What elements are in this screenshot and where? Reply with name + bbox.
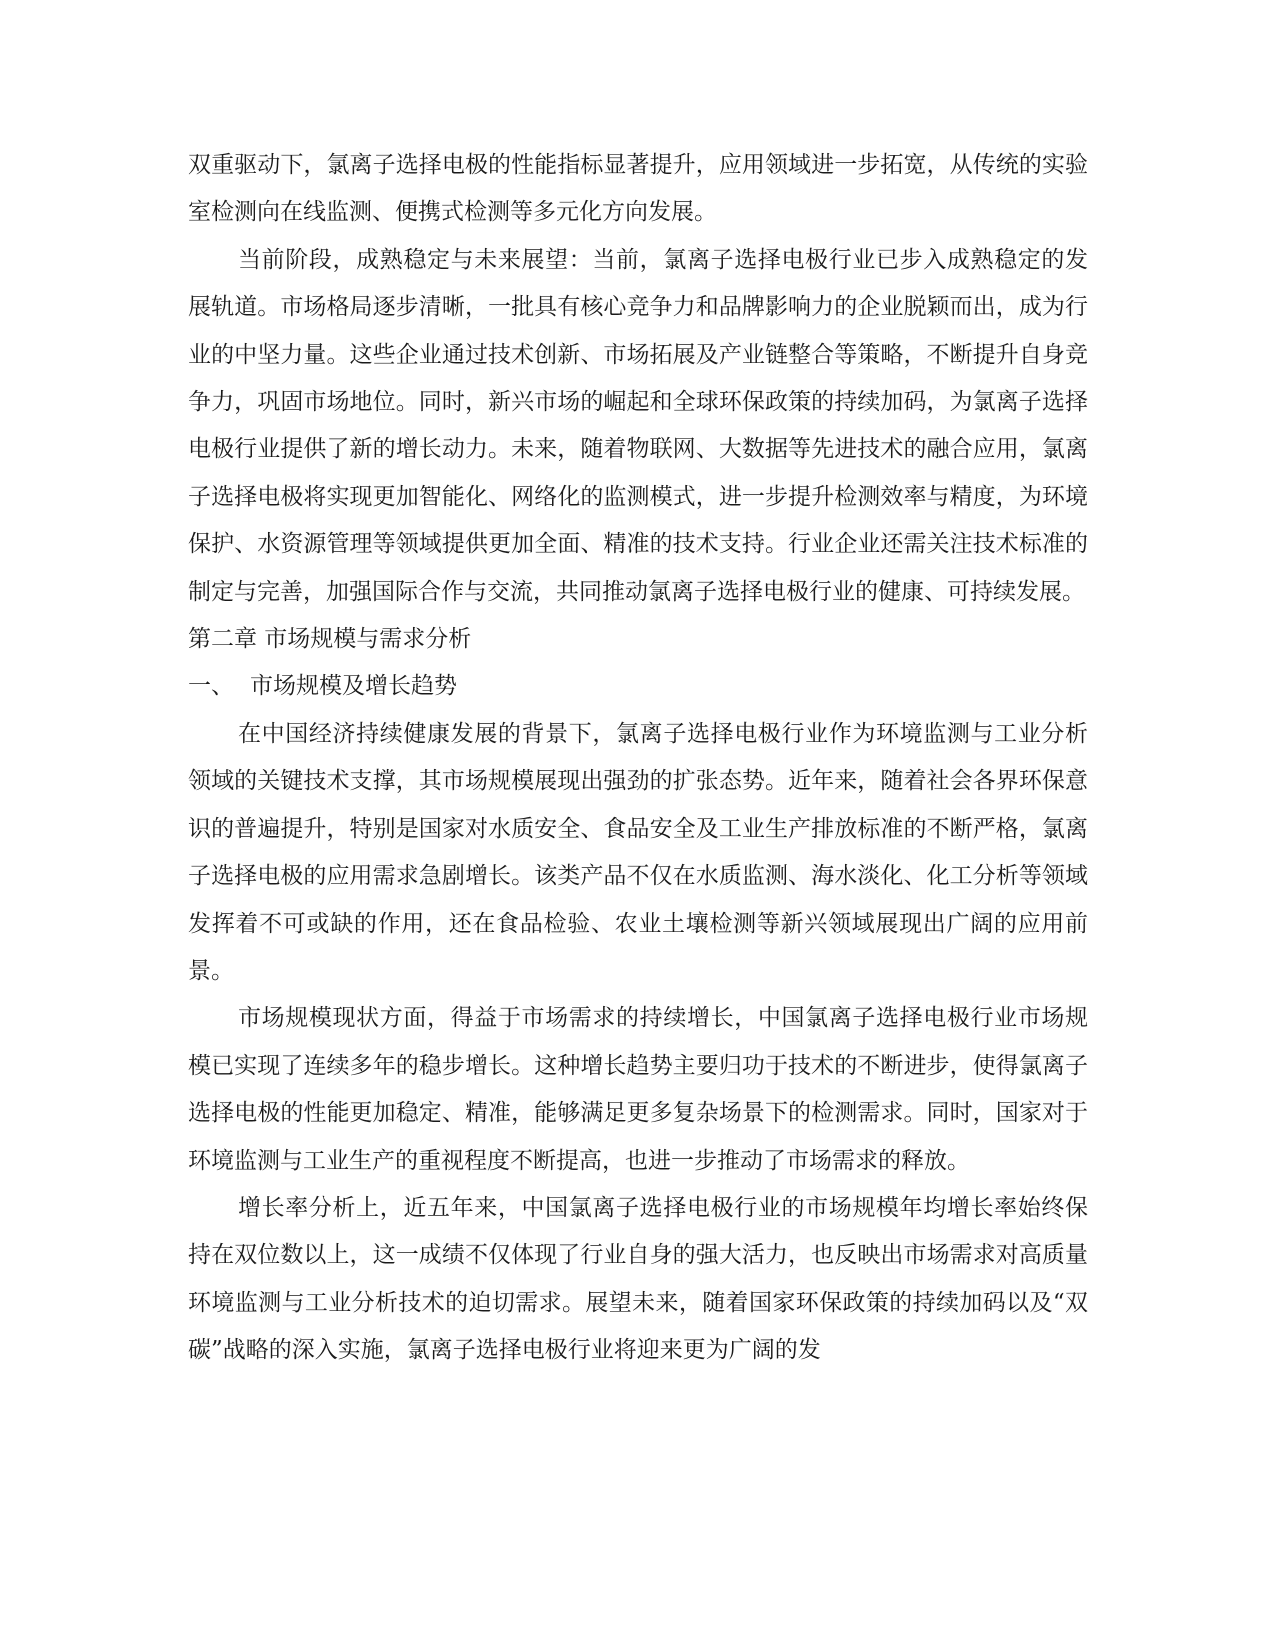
paragraph-current-stage: 当前阶段，成熟稳定与未来展望：当前，氯离子选择电极行业已步入成熟稳定的发展轨道。市场格局逐步清晰，一批具有核心竞争力和品牌影响力的企业脱颖而出，成为行业的中坚力量。这些企业通过技术创新、市场拓展及产业链整合等策略，不断提升自身竞争力，巩固市场地位。同时，新兴市场的崛起和全球环保政策的持续加码，为氯离子选择电极行业提供了新的增长动力。未来，随着物联网、大数据等先进技术的融合应用，氯离子选择电极将实现更加智能化、网络化的监测模式，进一步提升检测效率与精度，为环境保护、水资源管理等领域提供更加全面、精准的技术支持。行业企业还需关注技术标准的制定与完善，加强国际合作与交流，共同推动氯离子选择电极行业的健康、可持续发展。 — [188, 246, 1088, 605]
chapter-heading: 第二章 市场规模与需求分析 — [188, 626, 472, 653]
section-heading — [188, 663, 1088, 710]
paragraph-market-status: 市场规模现状方面，得益于市场需求的持续增长，中国氯离子选择电极行业市场规模已实现了连续多年的稳步增长。这种增长趋势主要归功于技术的不断进步，使得氯离子选择电极的性能更加稳定、精准，能够满足更多复杂场景下的检测需求。同时，国家对于环境监测与工业生产的重视程度不断提高，也进一步推动了市场需求的释放。 — [188, 1005, 1088, 1174]
paragraph-growth-rate: 增长率分析上，近五年来，中国氯离子选择电极行业的市场规模年均增长率始终保持在双位数以上，这一成绩不仅体现了行业自身的强大活力，也反映出市场需求对高质量环境监测与工业分析技术的迫切需求。展望未来，随着国家环保政策的持续加码以及“双碳”战略的深入实施，氯离子选择电极行业将迎来更为广阔的发 — [188, 1194, 1088, 1364]
document-body — [188, 142, 1088, 1375]
section-number: 一、 — [188, 673, 234, 700]
section-title: 市场规模及增长趋势 — [250, 673, 457, 700]
paragraph-continuation: 双重驱动下，氯离子选择电极的性能指标显著提升，应用领域进一步拓宽，从传统的实验室检测向在线监测、便携式检测等多元化方向发展。 — [188, 152, 1088, 226]
paragraph-background: 在中国经济持续健康发展的背景下，氯离子选择电极行业作为环境监测与工业分析领域的关键技术支撑，其市场规模展现出强劲的扩张态势。近年来，随着社会各界环保意识的普遍提升，特别是国家对水质安全、食品安全及工业生产排放标准的不断严格，氯离子选择电极的应用需求急剧增长。该类产品不仅在水质监测、海水淡化、化工分析等领域发挥着不可或缺的作用，还在食品检验、农业土壤检测等新兴领域展现出广阔的应用前景。 — [188, 720, 1088, 984]
